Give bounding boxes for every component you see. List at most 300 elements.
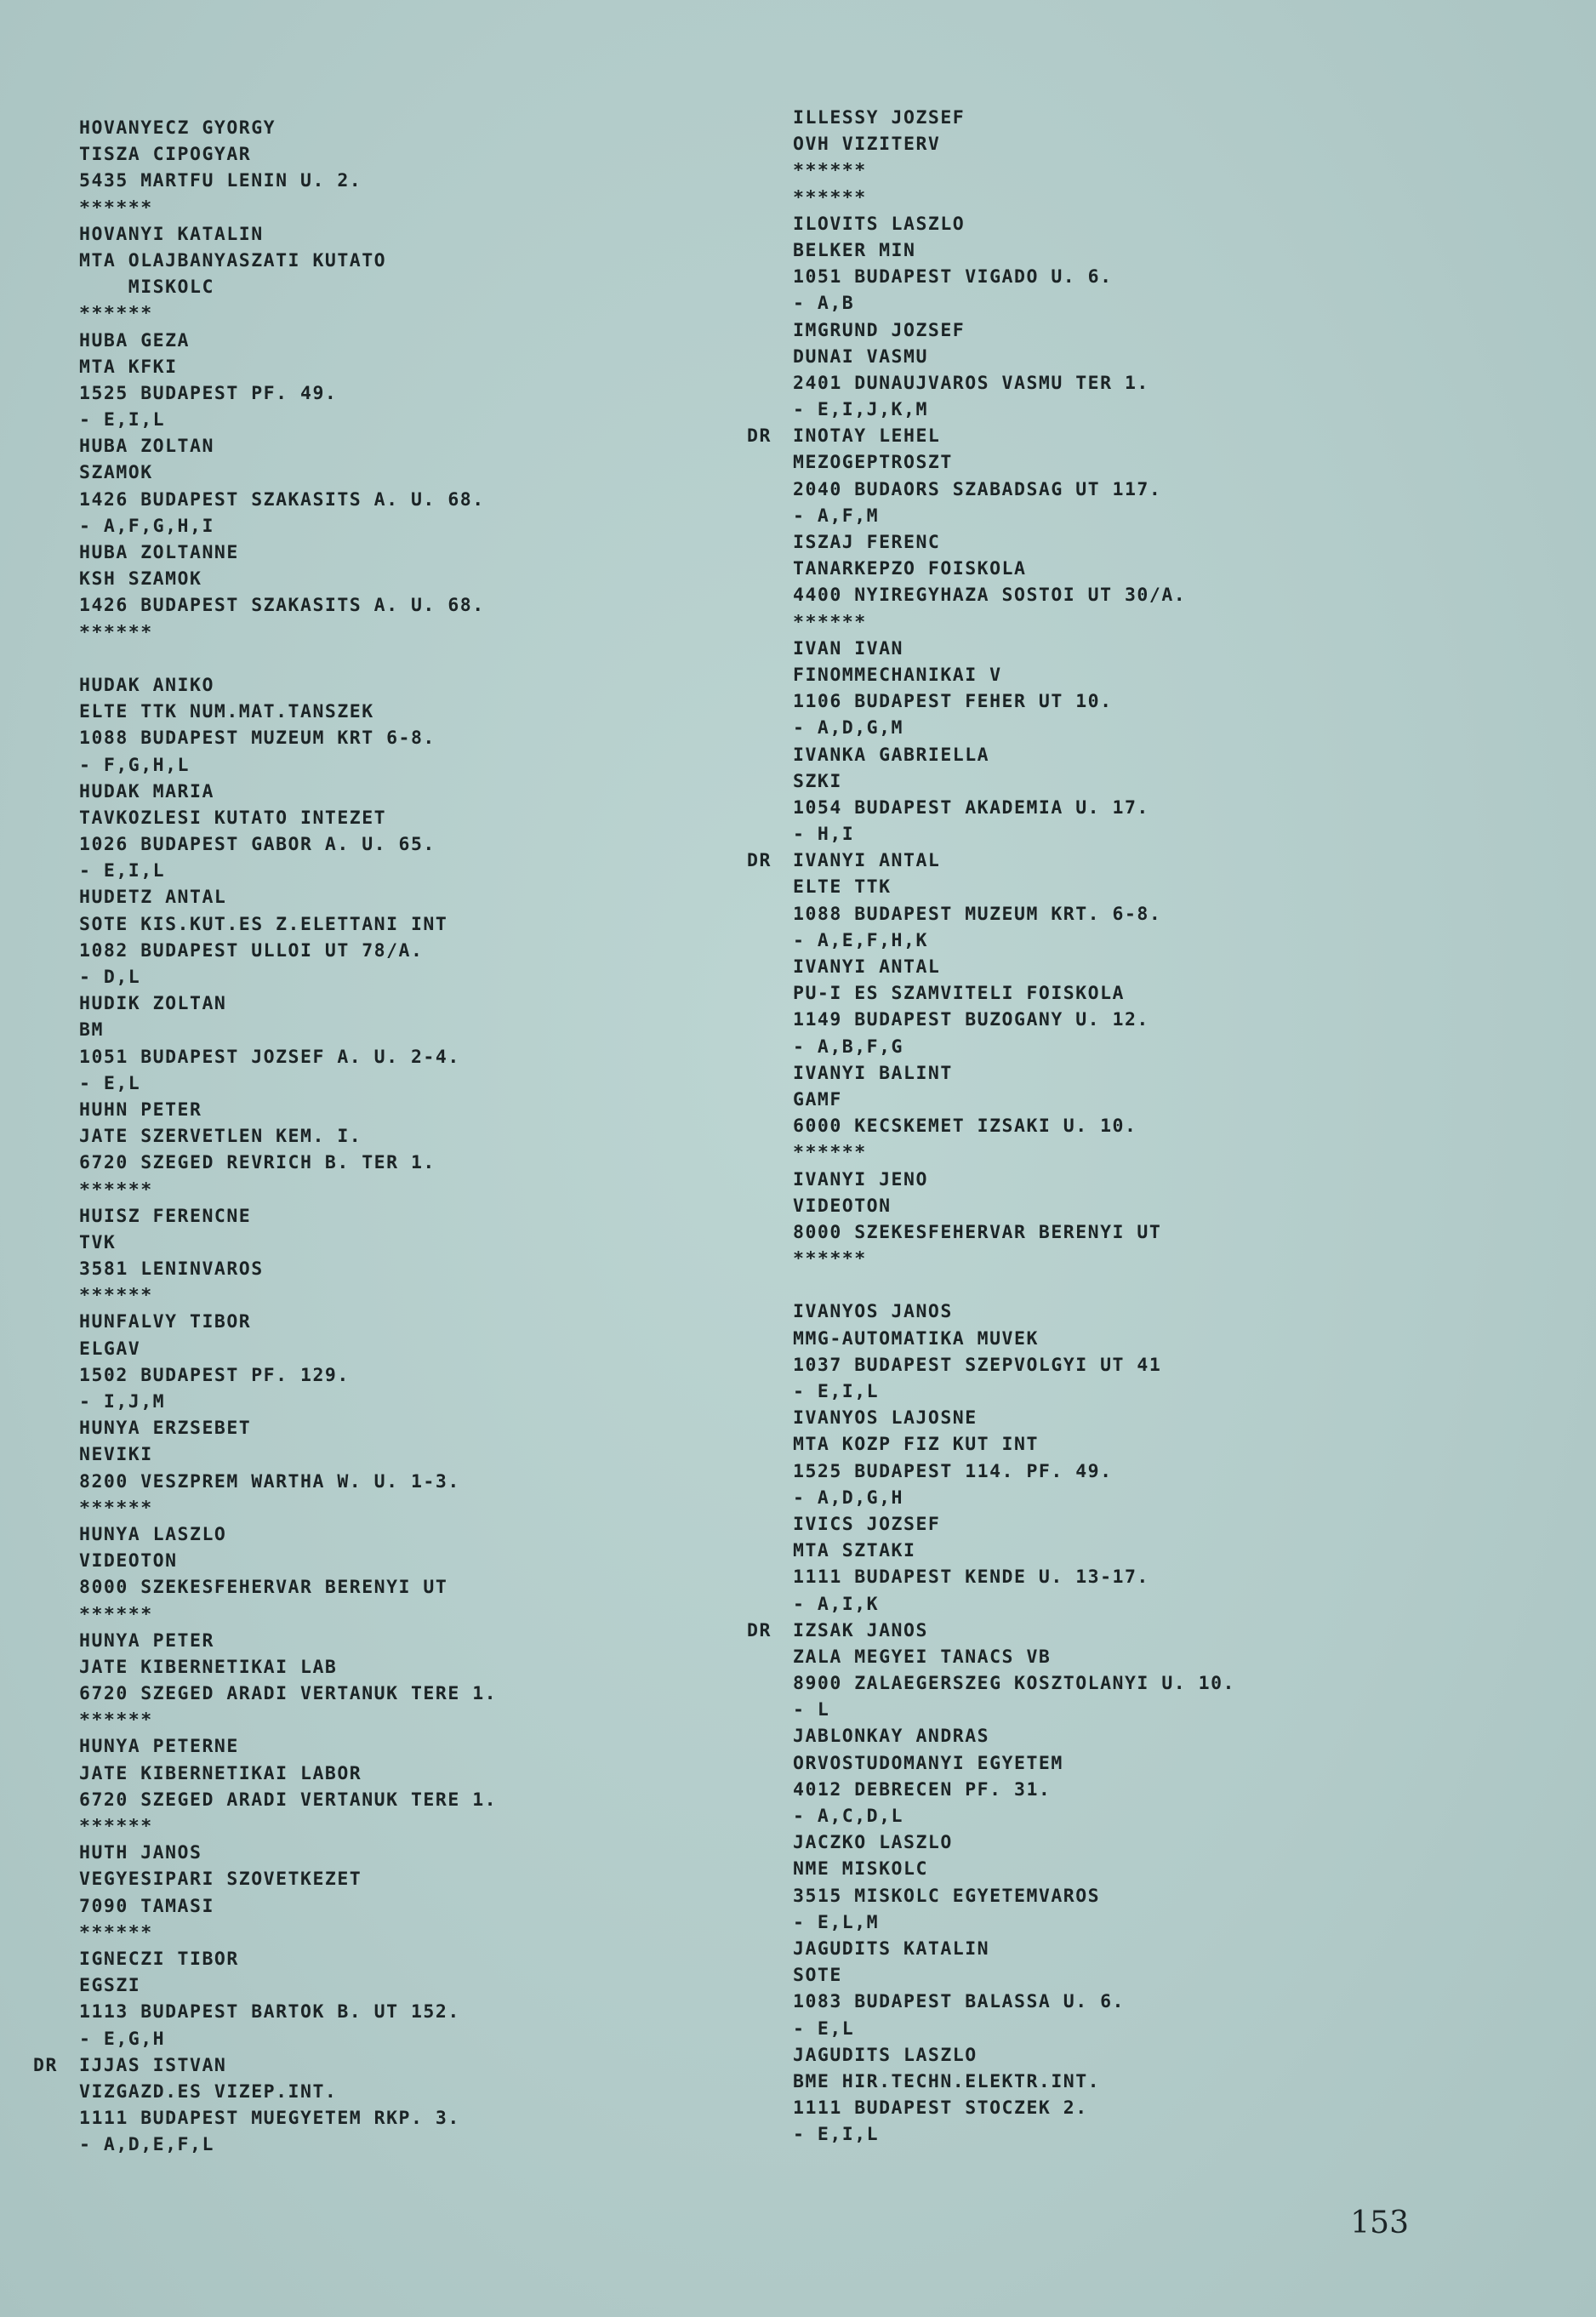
- entry-text: VIDEOTON: [793, 1195, 892, 1217]
- entry-text: - E,I,L: [793, 1381, 880, 1402]
- entry-line: [793, 556, 1542, 582]
- entry-text: IVICS JOZSEF: [793, 1513, 941, 1535]
- entry-line: [79, 459, 734, 486]
- entry-name: [793, 742, 1542, 768]
- directory-entry: [793, 529, 1542, 636]
- directory-entry: [793, 1829, 1542, 1936]
- entry-line: [79, 1972, 734, 1999]
- entry-line: [793, 1139, 1542, 1166]
- entry-line: [79, 1044, 734, 1070]
- entry-text: - A,B,F,G: [793, 1036, 903, 1058]
- entry-line: [793, 2016, 1542, 2042]
- entry-line: [793, 821, 1542, 847]
- entry-line: [79, 1761, 734, 1787]
- entry-line: [793, 1697, 1542, 1723]
- entry-text: SZAMOK: [79, 462, 153, 484]
- entry-text: - A,D,G,M: [793, 717, 903, 739]
- entry-text: - E,L,M: [793, 1911, 880, 1933]
- entry-line: [79, 1123, 734, 1150]
- entry-text: - H,I: [793, 824, 855, 846]
- entry-line: [793, 1591, 1542, 1618]
- entry-text: 1088 BUDAPEST MUZEUM KRT 6-8.: [79, 728, 436, 750]
- entry-text: 1082 BUDAPEST ULLOI UT 78/A.: [79, 939, 424, 962]
- entry-line: [793, 157, 1542, 184]
- entry-text: 4400 NYIREGYHAZA SOSTOI UT 30/A.: [793, 585, 1187, 607]
- entry-text: HUNYA ERZSEBET: [79, 1418, 252, 1440]
- entry-text: BM: [79, 1019, 104, 1042]
- entry-text: 1051 BUDAPEST VIGADO U. 6.: [793, 266, 1113, 288]
- entry-text: IVANKA GABRIELLA: [793, 744, 990, 766]
- entry-text: IGNECZI TIBOR: [79, 1948, 239, 1970]
- entry-name: [793, 1298, 1542, 1325]
- entry-text: 6720 SZEGED REVRICH B. TER 1.: [79, 1152, 436, 1174]
- directory-entry: [79, 1733, 734, 1840]
- entry-line: [793, 1803, 1542, 1829]
- entry-text: 7090 TAMASI: [79, 1895, 214, 1917]
- entry-line: [793, 1538, 1542, 1564]
- entry-text: SOTE KIS.KUT.ES Z.ELETTANI INT: [79, 913, 448, 935]
- entry-line: [79, 1574, 734, 1601]
- entry-text: IVAN IVAN: [793, 637, 903, 659]
- directory-entry: [747, 423, 1542, 529]
- entry-name: [793, 317, 1542, 344]
- entry-line: [793, 874, 1542, 900]
- entry-line: [79, 1787, 734, 1813]
- entry-text: MMG-AUTOMATIKA MUVEK: [793, 1327, 1039, 1350]
- entry-line: [793, 1644, 1542, 1670]
- entry-line: [79, 938, 734, 964]
- entry-name: [747, 847, 1542, 874]
- entry-line: [79, 1866, 734, 1892]
- entry-text: JACZKO LASZLO: [793, 1832, 953, 1854]
- entry-name: [79, 221, 734, 248]
- directory-entry: [79, 672, 734, 779]
- entry-text: TAVKOZLESI KUTATO INTEZET: [79, 807, 387, 829]
- entry-text: JATE SZERVETLEN KEM. I.: [79, 1126, 362, 1148]
- entry-line: [793, 795, 1542, 821]
- entry-line: [79, 487, 734, 513]
- entry-line: [793, 1564, 1542, 1590]
- entry-text: MTA OLAJBANYASZATI KUTATO: [79, 249, 387, 271]
- entry-text: IZSAK JANOS: [793, 1619, 928, 1641]
- entry-line: [793, 1856, 1542, 1882]
- entry-line: [79, 1681, 734, 1707]
- directory-entry: [79, 328, 734, 434]
- entry-text: - E,I,L: [793, 2124, 880, 2146]
- entry-text: VIDEOTON: [79, 1550, 178, 1572]
- entry-text: ILLESSY JOZSEF: [793, 107, 966, 128]
- entry-line: [79, 646, 734, 672]
- entry-line: [79, 725, 734, 751]
- entry-text: 1149 BUDAPEST BUZOGANY U. 12.: [793, 1009, 1149, 1031]
- entry-name: [79, 115, 734, 141]
- entry-line: [79, 964, 734, 990]
- entry-name: [793, 1829, 1542, 1856]
- entry-line: [793, 1431, 1542, 1458]
- entry-text: 1426 BUDAPEST SZAKASITS A. U. 68.: [79, 595, 485, 617]
- entry-name: [793, 1511, 1542, 1538]
- entry-line: [793, 901, 1542, 927]
- entry-line: [79, 195, 734, 221]
- entry-text: 1525 BUDAPEST PF. 49.: [79, 382, 338, 404]
- entry-text: HUBA ZOLTANNE: [79, 542, 239, 563]
- directory-entry: [79, 990, 734, 1097]
- entry-text: ******: [79, 1603, 153, 1625]
- entry-line: [79, 1389, 734, 1415]
- entry-line: [79, 1893, 734, 1920]
- entry-text: HUNFALVY TIBOR: [79, 1311, 252, 1333]
- directory-entry: [747, 847, 1542, 954]
- entry-text: 2401 DUNAUJVAROS VASMU TER 1.: [793, 372, 1149, 394]
- entry-text: SZKI: [793, 770, 842, 792]
- entry-line: [793, 185, 1542, 211]
- entry-line: [793, 980, 1542, 1007]
- entry-line: [79, 354, 734, 380]
- entry-line: [793, 477, 1542, 503]
- entry-text: 1054 BUDAPEST AKADEMIA U. 17.: [793, 796, 1149, 819]
- directory-entry: [793, 1936, 1542, 2042]
- entry-text: ELGAV: [79, 1338, 141, 1360]
- entry-text: - A,F,M: [793, 505, 880, 527]
- entry-text: JAGUDITS KATALIN: [793, 1937, 990, 1960]
- entry-line: [793, 290, 1542, 317]
- entry-name: [793, 529, 1542, 556]
- entry-line: [79, 1282, 734, 1309]
- entry-text: MEZOGEPTROSZT: [793, 452, 953, 474]
- entry-text: - L: [793, 1699, 830, 1721]
- entry-line: [793, 1989, 1542, 2015]
- entry-text: MTA SZTAKI: [793, 1540, 916, 1562]
- entry-name: [79, 1840, 734, 1866]
- entry-text: 8900 ZALAEGERSZEG KOSZTOLANYI U. 10.: [793, 1673, 1235, 1695]
- entry-text: ******: [79, 1709, 153, 1732]
- directory-entry: [79, 1521, 734, 1628]
- entry-text: MTA KOZP FIZ KUT INT: [793, 1434, 1039, 1456]
- entry-line: [79, 407, 734, 433]
- directory-entry: [79, 1840, 734, 1946]
- entry-text: HUTH JANOS: [79, 1842, 202, 1864]
- entry-line: [79, 380, 734, 407]
- entry-line: [79, 1707, 734, 1733]
- entry-text: ******: [79, 197, 153, 219]
- entry-name: [793, 2042, 1542, 2069]
- entry-name: [793, 1405, 1542, 1431]
- entry-text: TVK: [79, 1231, 117, 1253]
- entry-text: INOTAY LEHEL: [793, 425, 941, 448]
- entry-text: EGSZI: [79, 1975, 141, 1997]
- entry-text: HUBA ZOLTAN: [79, 436, 214, 458]
- directory-entry: [79, 1097, 734, 1203]
- directory-entry: [33, 2052, 734, 2159]
- entry-text: ******: [79, 1921, 153, 1943]
- entry-line: [793, 1378, 1542, 1405]
- entry-text: JATE KIBERNETIKAI LAB: [79, 1656, 338, 1678]
- entry-name: [79, 672, 734, 699]
- entry-text: BME HIR.TECHN.ELEKTR.INT.: [793, 2070, 1101, 2092]
- entry-text: IJJAS ISTVAN: [79, 2054, 227, 2076]
- entry-line: [793, 1909, 1542, 1936]
- page-number: 153: [1350, 2206, 1409, 2240]
- directory-entry: [793, 1167, 1542, 1299]
- entry-text: HUISZ FERENCNE: [79, 1205, 252, 1227]
- entry-text: 1088 BUDAPEST MUZEUM KRT. 6-8.: [793, 903, 1162, 925]
- entry-line: [79, 141, 734, 168]
- entry-line: [793, 715, 1542, 741]
- entry-text: 1037 BUDAPEST SZEPVOLGYI UT 41: [793, 1354, 1162, 1376]
- entry-text: ******: [793, 1142, 867, 1164]
- entry-text: ******: [79, 1816, 153, 1837]
- entry-line: [79, 1495, 734, 1521]
- entry-line: [79, 248, 734, 274]
- entry-text: IVANYOS JANOS: [793, 1301, 953, 1323]
- entry-line: [79, 1017, 734, 1043]
- entry-line: [793, 1272, 1542, 1298]
- entry-line: [793, 1352, 1542, 1378]
- directory-entry: [793, 105, 1542, 211]
- entry-text: 6720 SZEGED ARADI VERTANUK TERE 1.: [79, 1789, 498, 1811]
- directory-entry: [793, 317, 1542, 424]
- entry-text: - A,E,F,H,K: [793, 929, 928, 951]
- entry-text: ORVOSTUDOMANYI EGYETEM: [793, 1752, 1063, 1774]
- entry-text: PU-I ES SZAMVITELI FOISKOLA: [793, 983, 1125, 1005]
- entry-name: [793, 1723, 1542, 1749]
- entry-line: [793, 397, 1542, 423]
- entry-text: 1113 BUDAPEST BARTOK B. UT 152.: [79, 2001, 460, 2023]
- entry-text: HUDIK ZOLTAN: [79, 993, 227, 1015]
- entry-text: NEVIKI: [79, 1444, 153, 1466]
- entry-text: HUBA GEZA: [79, 329, 190, 351]
- entry-line: [793, 927, 1542, 954]
- entry-text: HOVANYECZ GYORGY: [79, 117, 276, 139]
- directory-entry: [79, 884, 734, 990]
- entry-text: - I,J,M: [79, 1391, 166, 1412]
- entry-line: [79, 1256, 734, 1282]
- entry-line: [79, 2026, 734, 2052]
- entry-text: HUDETZ ANTAL: [79, 887, 227, 909]
- entry-text: - E,L: [793, 2017, 855, 2040]
- entry-text: IVANYOS LAJOSNE: [793, 1407, 978, 1430]
- entry-line: [793, 1034, 1542, 1060]
- entry-text: IVANYI JENO: [793, 1168, 928, 1190]
- entry-line: [793, 237, 1542, 264]
- left-column: [33, 115, 734, 2158]
- entry-line: [79, 1362, 734, 1389]
- entry-line: [793, 1219, 1542, 1246]
- entry-text: HUNYA PETER: [79, 1629, 214, 1652]
- entry-name: [793, 1936, 1542, 1962]
- entry-text: 1051 BUDAPEST JOZSEF A. U. 2-4.: [79, 1046, 460, 1068]
- entry-line: [79, 1601, 734, 1628]
- entry-text: - A,B: [793, 293, 855, 315]
- entry-line: [793, 662, 1542, 688]
- entry-line: [793, 1883, 1542, 1909]
- entry-line: [793, 1007, 1542, 1033]
- entry-line: [793, 1670, 1542, 1697]
- entry-text: ******: [793, 160, 867, 182]
- entry-name: [747, 423, 1542, 449]
- directory-entry: [79, 433, 734, 539]
- entry-line: [79, 1469, 734, 1495]
- entry-line: [793, 768, 1542, 795]
- entry-text: JATE KIBERNETIKAI LABOR: [79, 1762, 362, 1784]
- entry-line: [79, 1070, 734, 1097]
- entry-line: [793, 1485, 1542, 1511]
- entry-text: ******: [79, 621, 153, 643]
- entry-text: BELKER MIN: [793, 239, 916, 261]
- entry-text: IVANYI ANTAL: [793, 956, 941, 978]
- directory-entry: [747, 1618, 1542, 1724]
- entry-text: 2040 BUDAORS SZABADSAG UT 117.: [793, 478, 1162, 500]
- entry-text: 1111 BUDAPEST KENDE U. 13-17.: [793, 1567, 1149, 1589]
- entry-text: HUNYA PETERNE: [79, 1736, 239, 1758]
- entry-text: ******: [793, 186, 867, 208]
- entry-line: [79, 1336, 734, 1362]
- entry-line: [79, 1813, 734, 1840]
- entry-line: [793, 1087, 1542, 1113]
- entry-line: [79, 168, 734, 194]
- entry-line: [79, 1177, 734, 1203]
- entry-text: 8200 VESZPREM WARTHA W. U. 1-3.: [79, 1470, 460, 1492]
- entry-line: [793, 582, 1542, 608]
- entry-text: 6000 KECSKEMET IZSAKI U. 10.: [793, 1116, 1137, 1138]
- entry-text: HUDAK ANIKO: [79, 674, 214, 696]
- entry-line: [793, 2095, 1542, 2121]
- entry-name: [79, 433, 734, 459]
- entry-text: VEGYESIPARI SZOVETKEZET: [79, 1869, 362, 1891]
- directory-entry: [793, 742, 1542, 848]
- entry-text: - D,L: [79, 967, 141, 988]
- entry-line: [79, 858, 734, 884]
- entry-line: [79, 300, 734, 327]
- entry-name: [793, 954, 1542, 980]
- entry-text: - A,D,G,H: [793, 1487, 903, 1509]
- directory-entry: [793, 2042, 1542, 2149]
- entry-line: [79, 2105, 734, 2132]
- entry-line: [793, 1777, 1542, 1803]
- entry-text: JAGUDITS LASZLO: [793, 2044, 978, 2066]
- entry-text: GAMF: [793, 1088, 842, 1110]
- directory-entry: [793, 211, 1542, 317]
- entry-name: [79, 1628, 734, 1654]
- directory-entry: [793, 1298, 1542, 1405]
- entry-text: 6720 SZEGED ARADI VERTANUK TERE 1.: [79, 1683, 498, 1705]
- entry-line: [793, 2121, 1542, 2148]
- entry-name: [79, 1946, 734, 1972]
- entry-line: [793, 370, 1542, 397]
- entry-line: [79, 1150, 734, 1176]
- entry-text: ******: [79, 1178, 153, 1201]
- entry-text: 1426 BUDAPEST SZAKASITS A. U. 68.: [79, 488, 485, 511]
- entry-text: - A,D,E,F,L: [79, 2134, 214, 2156]
- directory-entry: [79, 539, 734, 672]
- entry-name: [793, 1167, 1542, 1193]
- entry-text: - F,G,H,L: [79, 754, 190, 776]
- entry-name: [79, 1415, 734, 1441]
- directory-entry: [793, 1405, 1542, 1511]
- entry-line: [793, 1246, 1542, 1272]
- entry-text: - E,G,H: [79, 2028, 166, 2050]
- entry-text: HUDAK MARIA: [79, 780, 214, 802]
- entry-line: [79, 1548, 734, 1574]
- entry-text: 4012 DEBRECEN PF. 31.: [793, 1778, 1052, 1801]
- entry-line: [793, 1326, 1542, 1352]
- entry-text: ELTE TTK: [793, 876, 892, 899]
- entry-text: - A,F,G,H,I: [79, 515, 214, 537]
- entry-line: [79, 699, 734, 725]
- entry-line: [793, 2069, 1542, 2095]
- entry-text: 8000 SZEKESFEHERVAR BERENYI UT: [79, 1577, 448, 1599]
- entry-text: 8000 SZEKESFEHERVAR BERENYI UT: [793, 1221, 1162, 1243]
- entry-text: - E,L: [79, 1072, 141, 1094]
- entry-line: [79, 1441, 734, 1468]
- entry-text: SOTE: [793, 1965, 842, 1987]
- entry-line: [793, 1458, 1542, 1485]
- entry-text: TISZA CIPOGYAR: [79, 144, 252, 166]
- entry-text: - E,I,L: [79, 860, 166, 882]
- entry-line: [79, 592, 734, 619]
- entry-text: VIZGAZD.ES VIZEP.INT.: [79, 2080, 338, 2103]
- entry-text: 1111 BUDAPEST MUEGYETEM RKP. 3.: [79, 2108, 460, 2130]
- entry-text: - E,I,L: [79, 409, 166, 431]
- entry-text: ******: [793, 1248, 867, 1270]
- entry-title-prefix: DR: [33, 2054, 58, 2076]
- entry-line: [79, 2079, 734, 2105]
- entry-line: [79, 274, 734, 300]
- entry-text: 1525 BUDAPEST 114. PF. 49.: [793, 1460, 1113, 1482]
- entry-text: 1106 BUDAPEST FEHER UT 10.: [793, 691, 1113, 713]
- directory-entry: [79, 221, 734, 328]
- entry-name: [79, 1733, 734, 1760]
- entry-title-prefix: DR: [747, 850, 772, 872]
- entry-text: ******: [79, 1497, 153, 1519]
- entry-line: [79, 911, 734, 938]
- entry-line: [79, 752, 734, 779]
- directory-entry: [793, 1511, 1542, 1618]
- entry-line: [793, 449, 1542, 476]
- directory-entry: [793, 1723, 1542, 1829]
- entry-text: 1083 BUDAPEST BALASSA U. 6.: [793, 1991, 1125, 2013]
- entry-line: [793, 1113, 1542, 1139]
- entry-line: [79, 1920, 734, 1946]
- entry-text: 1111 BUDAPEST STOCZEK 2.: [793, 2097, 1088, 2120]
- entry-line: [793, 1962, 1542, 1989]
- entry-text: ZALA MEGYEI TANACS VB: [793, 1646, 1052, 1668]
- entry-name: [79, 1309, 734, 1335]
- directory-entry: [79, 1309, 734, 1415]
- entry-name: [79, 1203, 734, 1230]
- entry-text: 3515 MISKOLC EGYETEMVAROS: [793, 1885, 1101, 1907]
- entry-text: NME MISKOLC: [793, 1858, 928, 1880]
- entry-title-prefix: DR: [747, 1619, 772, 1641]
- entry-line: [79, 1654, 734, 1681]
- entry-text: 5435 MARTFU LENIN U. 2.: [79, 170, 362, 192]
- entry-text: 1026 BUDAPEST GABOR A. U. 65.: [79, 834, 436, 856]
- entry-text: - E,I,J,K,M: [793, 399, 928, 421]
- entry-text: IMGRUND JOZSEF: [793, 319, 966, 341]
- entry-text: ******: [793, 611, 867, 633]
- entry-name: [793, 636, 1542, 662]
- directory-entry: [793, 1060, 1542, 1167]
- directory-entry: [793, 636, 1542, 742]
- entry-line: [79, 1999, 734, 2025]
- entry-text: ******: [79, 303, 153, 325]
- entry-text: HOVANYI KATALIN: [79, 223, 264, 245]
- entry-line: [793, 131, 1542, 157]
- entry-text: OVH VIZITERV: [793, 134, 941, 156]
- entry-line: [79, 805, 734, 831]
- entry-name: [79, 990, 734, 1017]
- entry-line: [793, 503, 1542, 529]
